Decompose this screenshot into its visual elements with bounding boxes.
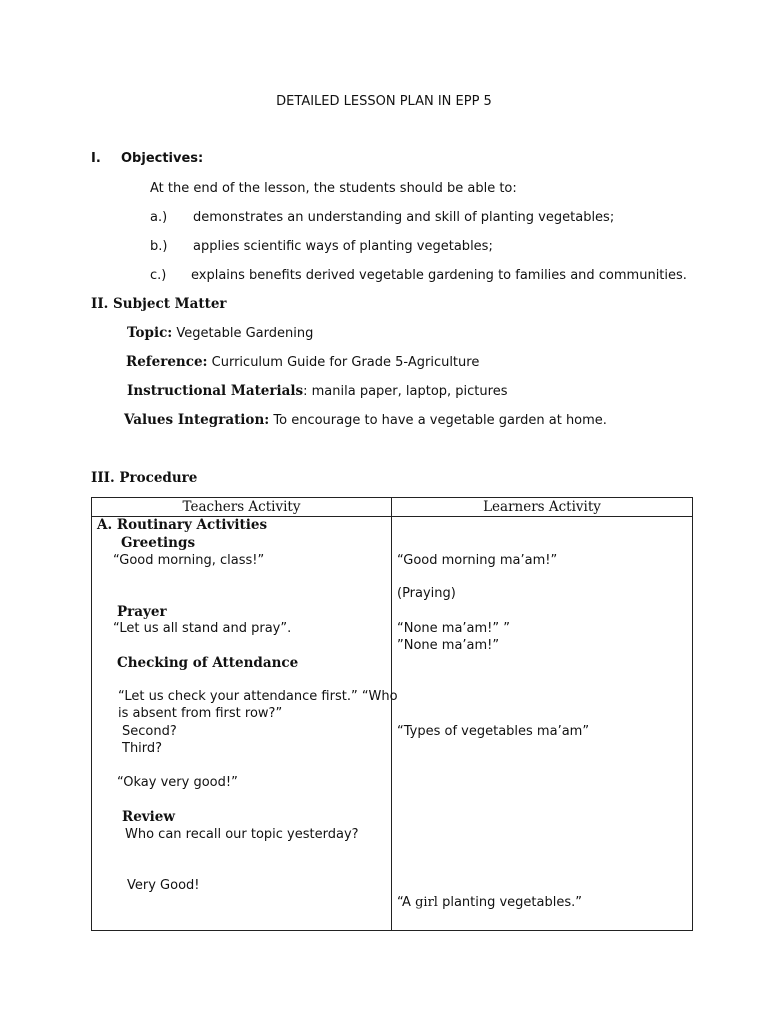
review-question: Who can recall our topic yesterday? (125, 827, 359, 842)
objective-marker-c: c.) (150, 268, 167, 283)
prayer-heading: Prayer (117, 604, 167, 620)
objective-marker-a: a.) (150, 210, 168, 225)
reference-value: Curriculum Guide for Grade 5-Agriculture (211, 355, 480, 370)
values-value: To encourage to have a vegetable garden at home. (273, 413, 607, 428)
topic-value: Vegetable Gardening (176, 326, 314, 341)
procedure-table (91, 497, 693, 931)
review-heading: Review (122, 809, 175, 825)
learner-none-1: “None ma’am!” ” (397, 621, 510, 636)
reference-label: Reference: (126, 354, 208, 370)
values-line (124, 412, 607, 428)
procedure-heading: III. Procedure (91, 470, 198, 486)
materials-label: Instructional Materials (127, 383, 304, 399)
topic-label: Topic: (127, 325, 173, 341)
reference-line (126, 354, 479, 370)
girl-line-start: “A (397, 895, 416, 910)
objectives-intro: At the end of the lesson, the students should be able to: (150, 181, 517, 196)
page-title: DETAILED LESSON PLAN IN EPP 5 (276, 94, 492, 109)
materials-value: : manila paper, laptop, pictures (303, 384, 508, 399)
routinary-activities-heading: A. Routinary Activities (97, 517, 268, 533)
teacher-greeting: “Good morning, class!” (113, 553, 265, 568)
objectives-number: I. (91, 151, 101, 166)
teacher-prayer: “Let us all stand and pray”. (113, 621, 292, 636)
subject-matter-heading: II. Subject Matter (91, 296, 227, 312)
greetings-heading: Greetings (121, 535, 196, 551)
learner-types: “Types of vegetables ma’am” (397, 724, 590, 739)
learner-column-header: Learners Activity (483, 499, 601, 515)
learner-greeting: “Good morning ma’am!” (397, 553, 558, 568)
objective-text-a: demonstrates an understanding and skill of planting vegetables; (193, 210, 615, 225)
objective-text-b: applies scientific ways of planting vegetables; (193, 239, 493, 254)
learner-none-2: ”None ma’am!” (397, 638, 500, 653)
teacher-very-good: Very Good! (127, 878, 200, 893)
teacher-column-header: Teachers Activity (182, 499, 301, 515)
topic-line (127, 325, 313, 341)
learner-girl-line (397, 895, 582, 910)
attendance-line-1: “Let us check your attendance first.” “Who (118, 689, 398, 704)
attendance-line-3: Second? (122, 724, 177, 739)
girl-line-rest: planting vegetables.” (437, 895, 582, 910)
column-divider (391, 498, 392, 930)
materials-line (127, 383, 507, 399)
values-label: Values Integration: (124, 412, 270, 428)
attendance-line-4: Third? (122, 741, 163, 756)
girl-word: girl (415, 895, 438, 910)
attendance-line-2: is absent from first row?” (118, 706, 283, 721)
objectives-heading: Objectives: (121, 151, 204, 166)
teacher-okay: “Okay very good!” (117, 775, 238, 790)
objective-marker-b: b.) (150, 239, 168, 254)
attendance-heading: Checking of Attendance (117, 655, 299, 671)
objective-text-c: explains benefits derived vegetable gardening to families and communities. (191, 268, 687, 283)
learner-praying: (Praying) (397, 586, 456, 601)
